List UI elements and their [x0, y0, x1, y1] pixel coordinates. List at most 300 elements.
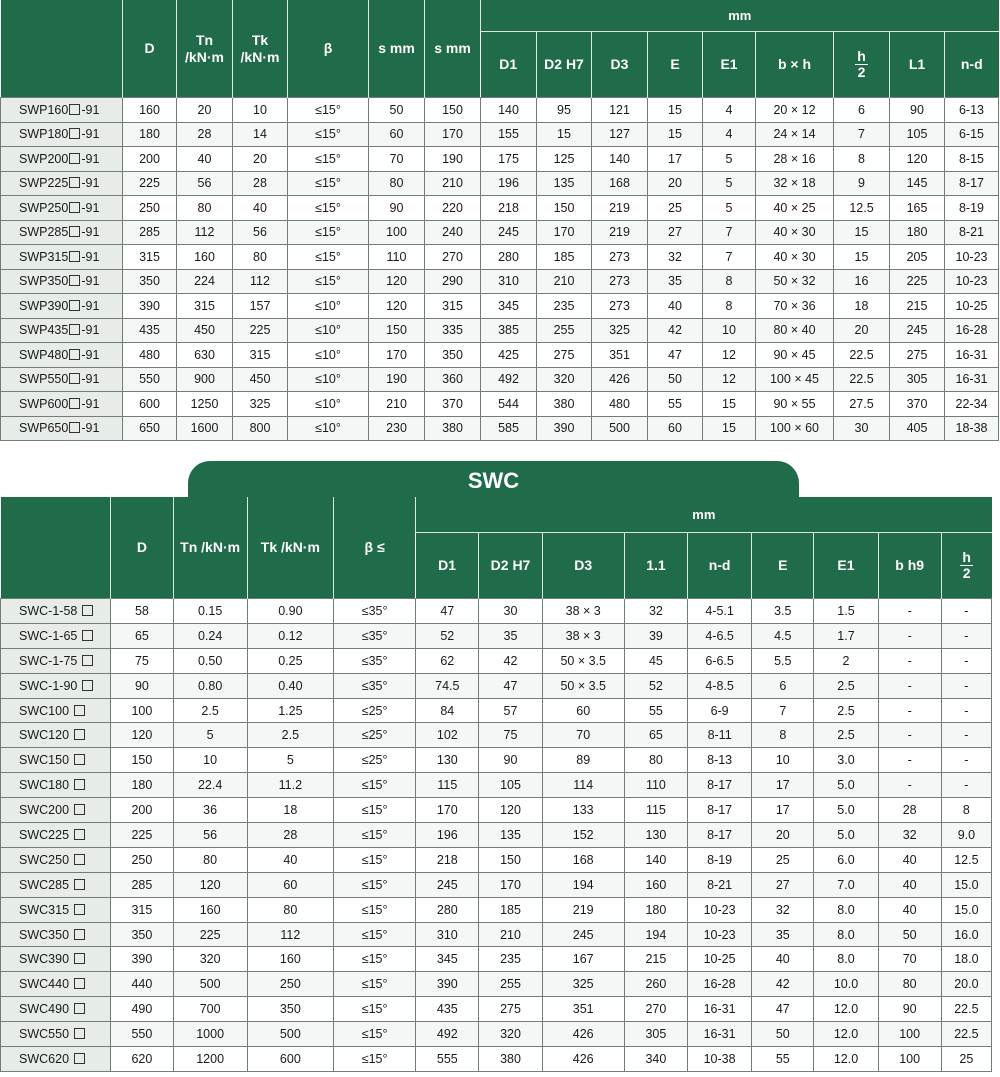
model-suffix: -91	[81, 274, 100, 289]
cell-tn: 120	[173, 872, 247, 897]
model-name: SWP160	[19, 102, 69, 117]
model-name: SWP250	[19, 200, 69, 215]
cell-d: 90	[111, 673, 173, 698]
cell-d3: 89	[542, 748, 624, 773]
model-name: SWC285	[19, 877, 70, 892]
cell-d1: 155	[481, 122, 537, 147]
cell-e1: 12	[703, 343, 756, 368]
header-d: D	[123, 0, 177, 98]
cell-tk: 20	[233, 147, 288, 172]
cell-nd: 10-23	[945, 245, 999, 270]
cell-d2: 47	[479, 673, 542, 698]
cell-h2: 12.5	[941, 847, 991, 872]
cell-nd: 6-15	[945, 122, 999, 147]
cell-d3: 194	[542, 872, 624, 897]
cell-d3: 50 × 3.5	[542, 648, 624, 673]
cell-d3: 167	[542, 947, 624, 972]
cell-d1: 245	[416, 872, 479, 897]
table-row	[1, 1047, 992, 1072]
cell-h2: -	[941, 673, 991, 698]
cell-tn: 36	[173, 798, 247, 823]
cell-nd: 6-13	[945, 98, 999, 123]
cell-nd: 8-19	[945, 196, 999, 221]
swp-table-body	[1, 98, 999, 441]
table-row	[1, 623, 992, 648]
cell-d1: 544	[481, 392, 537, 417]
cell-d2: 90	[479, 748, 542, 773]
cell-tk: 60	[247, 872, 333, 897]
cell-nd: 4-5.1	[688, 599, 752, 624]
cell-l1: 305	[890, 367, 945, 392]
cell-tn: 0.24	[173, 623, 247, 648]
header-h-numerator: h	[857, 47, 866, 64]
cell-e: 47	[752, 997, 814, 1022]
cell-d3: 133	[542, 798, 624, 823]
cell-d2: 235	[537, 294, 592, 319]
table-row	[1, 294, 999, 319]
cell-h2: 22.5	[941, 997, 991, 1022]
cell-h2: 15	[834, 220, 890, 245]
header-e: E	[648, 32, 703, 98]
cell-s1: 210	[369, 392, 425, 417]
header-h-denominator: 2	[857, 63, 866, 80]
cell-s2: 240	[425, 220, 481, 245]
cell-e1: 12.0	[814, 997, 878, 1022]
table-row	[1, 972, 992, 997]
swp-spec-table	[0, 0, 999, 441]
cell-tk: 80	[233, 245, 288, 270]
cell-d2: 235	[479, 947, 542, 972]
model-name: SWC-1-90	[19, 678, 78, 693]
cell-tn: 160	[173, 897, 247, 922]
cell-nd: 10-38	[688, 1047, 752, 1072]
swc-table-body	[1, 599, 992, 1072]
cell-e1: 5.0	[814, 773, 878, 798]
cell-tn: 224	[177, 269, 233, 294]
blank-box-icon	[69, 373, 80, 384]
cell-d3: 38 × 3	[542, 623, 624, 648]
cell-h2: 22.5	[834, 343, 890, 368]
cell-b: -	[878, 748, 941, 773]
model-cell	[1, 367, 123, 392]
table-row	[1, 171, 999, 196]
cell-bh: 32 × 18	[756, 171, 834, 196]
cell-d1: 196	[481, 171, 537, 196]
cell-bh: 90 × 55	[756, 392, 834, 417]
blank-box-icon	[69, 177, 80, 188]
cell-e: 35	[752, 922, 814, 947]
cell-tk: 157	[233, 294, 288, 319]
table-row	[1, 245, 999, 270]
cell-beta: ≤15°	[333, 947, 415, 972]
cell-e1: 5	[703, 147, 756, 172]
cell-d3: 500	[592, 416, 648, 441]
model-name: SWC180	[19, 778, 70, 793]
cell-tn: 160	[177, 245, 233, 270]
cell-b: 100	[878, 1022, 941, 1047]
cell-l1: 105	[890, 122, 945, 147]
model-name: SWC390	[19, 952, 70, 967]
cell-s2: 335	[425, 318, 481, 343]
cell-bh: 20 × 12	[756, 98, 834, 123]
model-cell	[1, 947, 111, 972]
cell-s1: 190	[369, 367, 425, 392]
cell-tn: 2.5	[173, 698, 247, 723]
cell-d1: 62	[416, 648, 479, 673]
blank-box-icon	[74, 953, 85, 964]
cell-tk: 112	[233, 269, 288, 294]
cell-d3: 219	[542, 897, 624, 922]
cell-tk: 325	[233, 392, 288, 417]
cell-d: 180	[123, 122, 177, 147]
table-row	[1, 773, 992, 798]
cell-d3: 114	[542, 773, 624, 798]
cell-beta: ≤15°	[333, 823, 415, 848]
cell-h2: 22.5	[834, 367, 890, 392]
table-row	[1, 872, 992, 897]
model-cell	[1, 847, 111, 872]
cell-tn: 80	[177, 196, 233, 221]
cell-e1: 12.0	[814, 1047, 878, 1072]
table-row	[1, 897, 992, 922]
cell-e: 17	[648, 147, 703, 172]
model-suffix: -91	[81, 347, 100, 362]
cell-d3: 168	[592, 171, 648, 196]
cell-tn: 1000	[173, 1022, 247, 1047]
header-d3: D3	[592, 32, 648, 98]
cell-l11: 215	[624, 947, 687, 972]
model-cell	[1, 897, 111, 922]
model-suffix: -91	[81, 372, 100, 387]
cell-d: 440	[111, 972, 173, 997]
cell-b: 100	[878, 1047, 941, 1072]
blank-box-icon	[69, 324, 80, 335]
cell-d2: 105	[479, 773, 542, 798]
model-suffix: -91	[81, 176, 100, 191]
cell-beta: ≤10°	[288, 294, 369, 319]
cell-h2: 15	[834, 245, 890, 270]
cell-d3: 325	[542, 972, 624, 997]
cell-d: 490	[111, 997, 173, 1022]
cell-d1: 425	[481, 343, 537, 368]
cell-tk: 0.90	[247, 599, 333, 624]
model-cell	[1, 147, 123, 172]
cell-tn: 0.80	[173, 673, 247, 698]
cell-d1: 435	[416, 997, 479, 1022]
cell-s2: 370	[425, 392, 481, 417]
cell-nd: 16-28	[688, 972, 752, 997]
cell-tk: 0.40	[247, 673, 333, 698]
cell-l1: 275	[890, 343, 945, 368]
blank-box-icon	[74, 978, 85, 989]
cell-s2: 210	[425, 171, 481, 196]
model-cell	[1, 698, 111, 723]
cell-beta: ≤25°	[333, 698, 415, 723]
cell-e: 15	[648, 122, 703, 147]
cell-b: -	[878, 623, 941, 648]
model-name: SWP180	[19, 127, 69, 142]
cell-nd: 6-6.5	[688, 648, 752, 673]
cell-e1: 5.0	[814, 823, 878, 848]
cell-s2: 270	[425, 245, 481, 270]
blank-box-icon	[69, 104, 80, 115]
cell-d: 225	[111, 823, 173, 848]
cell-d2: 30	[479, 599, 542, 624]
cell-e: 40	[752, 947, 814, 972]
table-row	[1, 723, 992, 748]
cell-tk: 10	[233, 98, 288, 123]
model-cell	[1, 171, 123, 196]
cell-nd: 10-25	[945, 294, 999, 319]
blank-box-icon	[74, 1003, 85, 1014]
cell-tn: 10	[173, 748, 247, 773]
cell-tk: 18	[247, 798, 333, 823]
header-tk: Tk /kN·m	[233, 0, 288, 98]
model-suffix: -91	[81, 421, 100, 436]
cell-tn: 450	[177, 318, 233, 343]
cell-tk: 80	[247, 897, 333, 922]
cell-e1: 7.0	[814, 872, 878, 897]
cell-beta: ≤35°	[333, 599, 415, 624]
model-cell	[1, 122, 123, 147]
cell-e1: 2	[814, 648, 878, 673]
cell-nd: 8-19	[688, 847, 752, 872]
cell-d2: 185	[537, 245, 592, 270]
cell-tn: 500	[173, 972, 247, 997]
cell-h2: -	[941, 698, 991, 723]
table-row	[1, 98, 999, 123]
cell-d2: 185	[479, 897, 542, 922]
blank-box-icon	[69, 398, 80, 409]
cell-e: 55	[648, 392, 703, 417]
cell-d: 225	[123, 171, 177, 196]
cell-d: 75	[111, 648, 173, 673]
cell-nd: 10-23	[688, 922, 752, 947]
header-l11: 1.1	[624, 533, 687, 599]
cell-e1: 15	[703, 416, 756, 441]
cell-nd: 8-17	[688, 798, 752, 823]
cell-tk: 800	[233, 416, 288, 441]
cell-e1: 8.0	[814, 947, 878, 972]
cell-beta: ≤15°	[333, 972, 415, 997]
cell-tk: 2.5	[247, 723, 333, 748]
cell-l1: 120	[890, 147, 945, 172]
cell-beta: ≤15°	[288, 147, 369, 172]
model-cell	[1, 269, 123, 294]
cell-d: 200	[111, 798, 173, 823]
cell-e1: 10	[703, 318, 756, 343]
model-name: SWC315	[19, 902, 70, 917]
blank-box-icon	[74, 1028, 85, 1039]
table-row	[1, 147, 999, 172]
cell-l11: 52	[624, 673, 687, 698]
cell-d2: 135	[537, 171, 592, 196]
blank-box-icon	[69, 300, 80, 311]
model-cell	[1, 416, 123, 441]
blank-box-icon	[74, 904, 85, 915]
cell-e1: 10.0	[814, 972, 878, 997]
blank-box-icon	[74, 1053, 85, 1064]
cell-tn: 80	[173, 847, 247, 872]
cell-e: 17	[752, 773, 814, 798]
cell-e1: 5.0	[814, 798, 878, 823]
model-name: SWC-1-75	[19, 653, 78, 668]
cell-nd: 8-17	[945, 171, 999, 196]
cell-l1: 145	[890, 171, 945, 196]
cell-b: -	[878, 698, 941, 723]
cell-d2: 210	[537, 269, 592, 294]
model-suffix: -91	[81, 249, 100, 264]
cell-s2: 315	[425, 294, 481, 319]
cell-e: 42	[648, 318, 703, 343]
model-suffix: -91	[81, 298, 100, 313]
model-name: SWC350	[19, 927, 70, 942]
cell-d1: 280	[481, 245, 537, 270]
blank-box-icon	[74, 705, 85, 716]
table-row	[1, 673, 992, 698]
cell-nd: 4-8.5	[688, 673, 752, 698]
cell-d3: 127	[592, 122, 648, 147]
header-beta: β ≤	[333, 497, 415, 599]
cell-b: 40	[878, 897, 941, 922]
cell-d2: 320	[479, 1022, 542, 1047]
header-mm-group: mm	[481, 0, 999, 32]
cell-e1: 1.5	[814, 599, 878, 624]
blank-box-icon	[74, 754, 85, 765]
cell-b: 90	[878, 997, 941, 1022]
header-l1: L1	[890, 32, 945, 98]
model-name: SWP480	[19, 347, 69, 362]
model-cell	[1, 392, 123, 417]
cell-e: 35	[648, 269, 703, 294]
cell-s2: 150	[425, 98, 481, 123]
cell-l1: 370	[890, 392, 945, 417]
model-cell	[1, 318, 123, 343]
header-e1: E1	[703, 32, 756, 98]
cell-d2: 320	[537, 367, 592, 392]
cell-l11: 180	[624, 897, 687, 922]
cell-e1: 4	[703, 122, 756, 147]
cell-b: 50	[878, 922, 941, 947]
cell-d3: 426	[542, 1022, 624, 1047]
cell-beta: ≤15°	[288, 269, 369, 294]
cell-s1: 120	[369, 269, 425, 294]
cell-tk: 112	[247, 922, 333, 947]
header-h-over-2	[941, 533, 991, 599]
cell-l11: 65	[624, 723, 687, 748]
cell-e1: 8.0	[814, 897, 878, 922]
cell-beta: ≤10°	[288, 392, 369, 417]
cell-d2: 57	[479, 698, 542, 723]
cell-tn: 56	[177, 171, 233, 196]
model-suffix: -91	[81, 127, 100, 142]
cell-beta: ≤15°	[333, 1022, 415, 1047]
cell-beta: ≤15°	[288, 98, 369, 123]
table-row	[1, 392, 999, 417]
cell-d3: 325	[592, 318, 648, 343]
cell-nd: 8-13	[688, 748, 752, 773]
table-row	[1, 416, 999, 441]
cell-d1: 390	[416, 972, 479, 997]
cell-beta: ≤35°	[333, 623, 415, 648]
cell-d1: 345	[481, 294, 537, 319]
cell-tk: 1.25	[247, 698, 333, 723]
header-h-over-2	[834, 32, 890, 98]
cell-d: 350	[111, 922, 173, 947]
model-name: SWP350	[19, 274, 69, 289]
header-b-h9: b h9	[878, 533, 941, 599]
cell-l1: 165	[890, 196, 945, 221]
cell-d2: 135	[479, 823, 542, 848]
cell-d2: 120	[479, 798, 542, 823]
cell-e: 15	[648, 98, 703, 123]
cell-b: -	[878, 723, 941, 748]
cell-nd: 8-11	[688, 723, 752, 748]
header-model	[1, 0, 123, 98]
cell-bh: 40 × 30	[756, 245, 834, 270]
cell-h2: -	[941, 748, 991, 773]
cell-e: 25	[752, 847, 814, 872]
cell-d: 120	[111, 723, 173, 748]
table-row	[1, 318, 999, 343]
cell-l11: 260	[624, 972, 687, 997]
cell-l11: 270	[624, 997, 687, 1022]
table-row	[1, 997, 992, 1022]
cell-e: 60	[648, 416, 703, 441]
cell-e1: 6.0	[814, 847, 878, 872]
cell-tk: 315	[233, 343, 288, 368]
model-cell	[1, 1022, 111, 1047]
cell-d: 550	[111, 1022, 173, 1047]
cell-h2: 15.0	[941, 872, 991, 897]
blank-box-icon	[82, 655, 93, 666]
model-cell	[1, 997, 111, 1022]
table-row	[1, 798, 992, 823]
cell-d: 250	[123, 196, 177, 221]
cell-s1: 150	[369, 318, 425, 343]
model-name: SWP650	[19, 421, 69, 436]
cell-e: 20	[648, 171, 703, 196]
blank-box-icon	[74, 804, 85, 815]
cell-d3: 426	[592, 367, 648, 392]
cell-nd: 8-17	[688, 773, 752, 798]
cell-e: 47	[648, 343, 703, 368]
table-row	[1, 922, 992, 947]
cell-e: 5.5	[752, 648, 814, 673]
cell-d1: 170	[416, 798, 479, 823]
blank-box-icon	[74, 829, 85, 840]
cell-h2: 15.0	[941, 897, 991, 922]
cell-d3: 351	[592, 343, 648, 368]
header-mm-group: mm	[416, 497, 992, 533]
swc-section-title: SWC	[188, 461, 799, 498]
cell-d: 350	[123, 269, 177, 294]
model-suffix: -91	[81, 396, 100, 411]
table-row	[1, 947, 992, 972]
model-name: SWC225	[19, 827, 70, 842]
cell-nd: 8-21	[688, 872, 752, 897]
cell-e: 32	[648, 245, 703, 270]
header-beta: β	[288, 0, 369, 98]
cell-e1: 12.0	[814, 1022, 878, 1047]
cell-b: 40	[878, 847, 941, 872]
cell-beta: ≤10°	[288, 367, 369, 392]
cell-d2: 380	[537, 392, 592, 417]
cell-beta: ≤15°	[288, 171, 369, 196]
cell-l11: 115	[624, 798, 687, 823]
cell-d2: 35	[479, 623, 542, 648]
cell-tn: 225	[173, 922, 247, 947]
